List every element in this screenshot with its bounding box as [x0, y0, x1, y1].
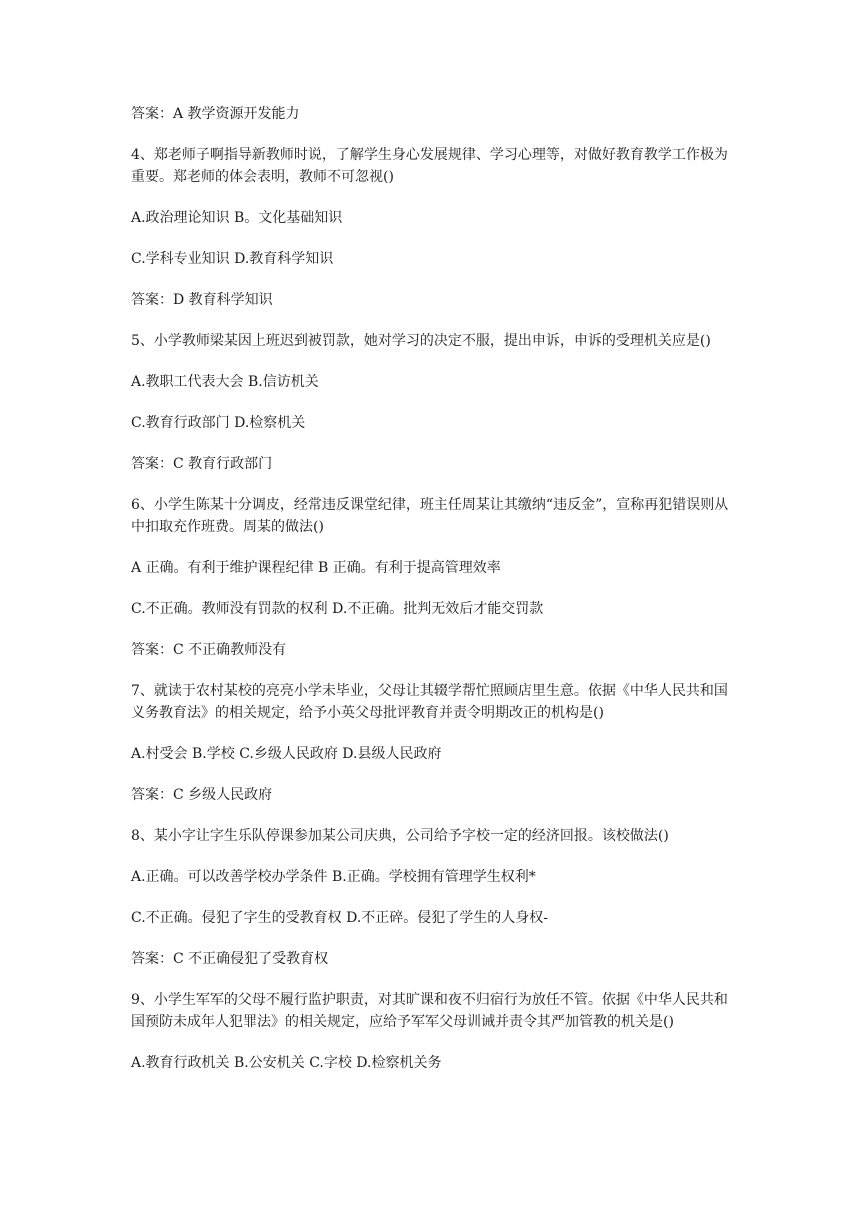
question-7: 7、就读于农村某校的亮亮小学未毕业，父母让其辍学帮忙照顾店里生意。依据《中华人民共和国义务教育法》的相关规定，给予小英父母批评教育并责令明期改正的机构是(): [131, 683, 728, 721]
question-8: 8、某小字让字生乐队停课参加某公司庆典，公司给予字校一定的经济回报。该校做法(): [131, 828, 669, 844]
question-9: 9、小学生军军的父母不履行监护职责，对其旷课和夜不归宿行为放任不管。依据《中华人民共和国预防未成年人犯罪法》的相关规定，应给予军军父母训诫并责令其严加管教的机关是(): [131, 992, 728, 1030]
question-4: 4、郑老师子啊指导新教师时说，了解学生身心发展规律、学习心理等，对做好教育教学工作极为重要。郑老师的体会表明，教师不可忽视(): [131, 147, 728, 185]
question-6-options-ab: A 正确。有利于维护课程纪律 B 正确。有利于提高管理效率: [131, 560, 501, 576]
answer-3: 答案：A 教学资源开发能力: [131, 106, 300, 122]
question-7-options: A.村受会 B.学校 C.乡级人民政府 D.县级人民政府: [131, 746, 442, 762]
question-9-options: A.教育行政机关 B.公安机关 C.字校 D.检察机关务: [131, 1055, 442, 1071]
document-body: [131, 103, 736, 1093]
answer-6: 答案：C 不正确教师没有: [131, 642, 287, 658]
question-5-options-cd: C.教育行政部门 D.检察机关: [131, 415, 306, 431]
answer-4: 答案：D 教育科学知识: [131, 292, 273, 308]
question-6-options-cd: C.不正确。教师没有罚款的权利 D.不正确。批判无效后才能交罚款: [131, 601, 544, 617]
answer-5: 答案：C 教育行政部门: [131, 456, 273, 472]
question-4-options-ab: A.政治理论知识 B。文化基础知识: [131, 210, 343, 226]
question-5: 5、小学教师梁某因上班迟到被罚款，她对学习的决定不服，提出申诉，申诉的受理机关应是(): [131, 333, 711, 349]
answer-8: 答案：C 不正确侵犯了受教育权: [131, 951, 329, 967]
question-6: 6、小学生陈某十分调皮，经常违反课堂纪律，班主任周某让其缴纳“违反金”，宣称再犯错误则从中扣取充作班费。周某的做法(): [131, 497, 729, 535]
question-8-options-cd: C.不正确。侵犯了字生的受教育权 D.不正碎。侵犯了学生的人身权-: [131, 910, 549, 926]
question-8-options-ab: A.正确。可以改善学校办学条件 B.正确。学校拥有管理学生权利*: [131, 869, 536, 885]
question-4-options-cd: C.学科专业知识 D.教育科学知识: [131, 251, 334, 267]
answer-7: 答案：C 乡级人民政府: [131, 787, 273, 803]
question-5-options-ab: A.教职工代表大会 B.信访机关: [131, 374, 319, 390]
